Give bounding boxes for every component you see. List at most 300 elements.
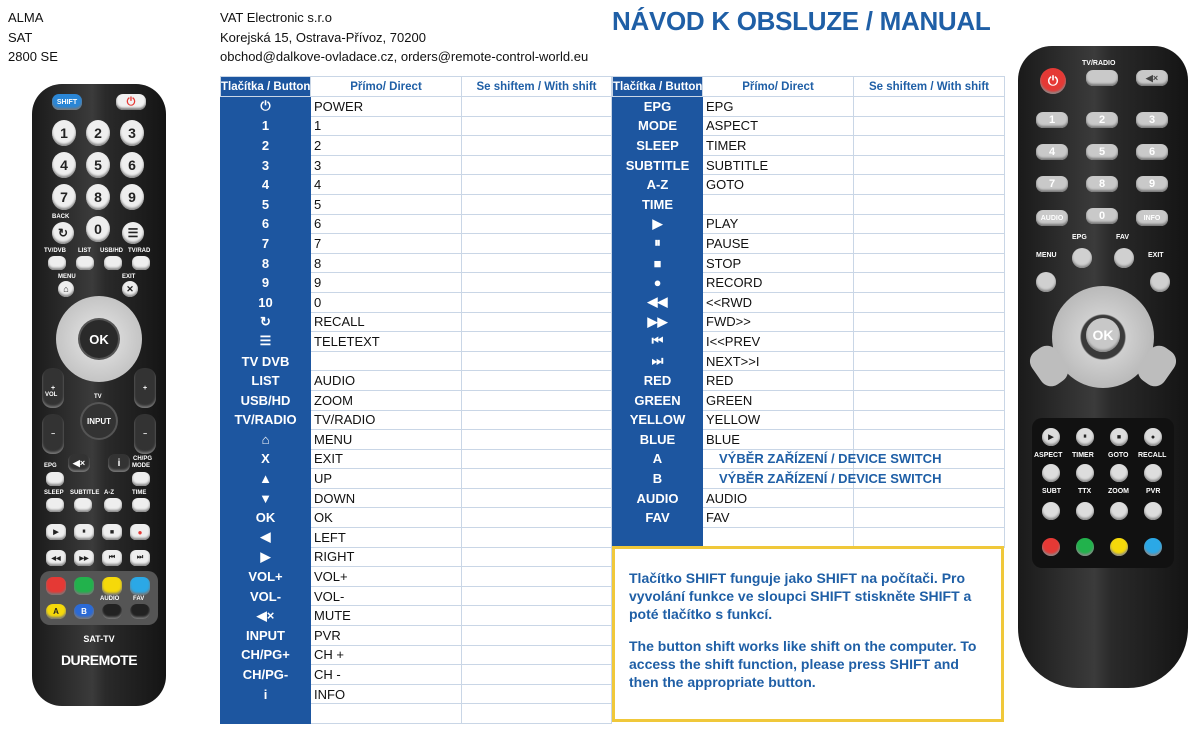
record-button[interactable] [130, 524, 150, 540]
digit-5-button[interactable]: 5 [1086, 144, 1118, 160]
fav-label: FAV [1116, 234, 1130, 241]
recall-label: RECALL [1138, 452, 1167, 459]
shift-function-cell [854, 351, 1005, 371]
button-name-cell: SLEEP [613, 136, 703, 156]
blue-button[interactable] [1144, 538, 1162, 556]
table-row [221, 351, 612, 371]
sleep-button[interactable] [46, 498, 64, 512]
table-row [221, 626, 612, 646]
teletext-icon: ☰ [127, 226, 139, 240]
table-row [221, 194, 612, 214]
direct-function-cell: AUDIO [311, 371, 462, 391]
button-name-cell: CH/PG- [221, 665, 311, 685]
table-row [221, 292, 612, 312]
direct-function-cell: VÝBĚR ZAŘÍZENÍ / DEVICE SWITCH [703, 449, 854, 469]
header-button: Tlačítka / Button [613, 77, 703, 97]
table-row [613, 469, 1005, 489]
direct-function-cell: ZOOM [311, 390, 462, 410]
table-row [221, 234, 612, 254]
goto-button[interactable] [1110, 464, 1128, 482]
table-row [221, 273, 612, 293]
digit-7-button[interactable]: 7 [1036, 176, 1068, 192]
direct-function-cell: SUBTITLE [703, 155, 854, 175]
direct-function-cell: TIMER [703, 136, 854, 156]
rewind-button[interactable] [46, 550, 66, 566]
b-button[interactable]: B [74, 604, 94, 619]
mute-button[interactable] [1136, 70, 1168, 86]
table-row [221, 469, 612, 489]
power-icon: ⏻ [1047, 73, 1059, 88]
direct-function-cell: AUDIO [703, 488, 854, 508]
button-name-cell: INPUT [221, 626, 311, 646]
direct-function-cell [311, 704, 462, 724]
goto-label: GOTO [1108, 452, 1129, 459]
brand-text: ALMA [8, 10, 44, 25]
shift-function-cell [462, 606, 612, 626]
close-icon: ✕ [126, 283, 134, 294]
table-row [613, 175, 1005, 195]
button-name-cell: ⏭ [613, 351, 703, 371]
tvrad-button[interactable] [132, 256, 150, 270]
table-row [613, 116, 1005, 136]
button-name-cell: CH/PG+ [221, 645, 311, 665]
usbhd-button[interactable] [104, 256, 122, 270]
tvdvb-label: TV/DVB [44, 248, 67, 254]
shift-function-cell [854, 371, 1005, 391]
ttx-label: TTX [1078, 488, 1092, 495]
input-button[interactable]: INPUT [82, 404, 116, 438]
digit-8-button[interactable]: 8 [86, 184, 110, 210]
play-button[interactable] [46, 524, 66, 540]
button-name-cell: TV/RADIO [221, 410, 311, 430]
button-name-cell: EPG [613, 97, 703, 117]
direct-function-cell: 1 [311, 116, 462, 136]
digit-6-button[interactable]: 6 [1136, 144, 1168, 160]
stop-button[interactable] [102, 524, 122, 540]
direct-function-cell: ASPECT [703, 116, 854, 136]
table-row [221, 547, 612, 567]
button-name-cell: TIME [613, 194, 703, 214]
table-row [221, 508, 612, 528]
ch-down-button[interactable]: − [134, 414, 156, 454]
table-row [613, 214, 1005, 234]
vol-up-button[interactable]: + [42, 368, 64, 408]
digit-8-button[interactable]: 8 [1086, 176, 1118, 192]
direct-function-cell: RIGHT [311, 547, 462, 567]
power-button[interactable] [1040, 68, 1066, 94]
pause-button[interactable] [1076, 428, 1094, 446]
button-name-cell: ◀ [221, 528, 311, 548]
shift-function-cell [462, 645, 612, 665]
audio-button[interactable] [102, 604, 122, 619]
button-name-cell: ☰ [221, 332, 311, 352]
direct-function-cell: 8 [311, 253, 462, 273]
button-name-cell [613, 528, 703, 548]
subt-button[interactable] [1042, 502, 1060, 520]
teletext-button[interactable] [122, 222, 144, 244]
direct-function-cell: STOP [703, 253, 854, 273]
remote-left [32, 84, 166, 706]
ttx-button[interactable] [1076, 502, 1094, 520]
shift-function-cell [462, 332, 612, 352]
info-button[interactable]: INFO [1136, 210, 1168, 226]
button-name-cell: TV DVB [221, 351, 311, 371]
pvr-button[interactable] [1144, 502, 1162, 520]
header-direct: Přímo/ Direct [311, 77, 462, 97]
direct-function-cell: PLAY [703, 214, 854, 234]
mute-button[interactable] [68, 454, 90, 472]
digit-4-button[interactable]: 4 [1036, 144, 1068, 160]
shift-function-cell [462, 586, 612, 606]
remote-right [1018, 46, 1188, 688]
menu-button[interactable] [1036, 272, 1056, 292]
record-icon: ● [1150, 433, 1156, 441]
record-icon: ● [137, 527, 143, 537]
menu-label: MENU [1036, 252, 1057, 259]
vol-label: VOL [45, 392, 58, 398]
button-name-cell: ■ [613, 253, 703, 273]
direct-function-cell: INFO [311, 684, 462, 704]
button-name-cell: BLUE [613, 430, 703, 450]
direct-function-cell: GREEN [703, 390, 854, 410]
ok-button[interactable]: OK [1086, 318, 1120, 352]
table-row [221, 684, 612, 704]
digit-9-button[interactable]: 9 [120, 184, 144, 210]
button-name-cell: A-Z [613, 175, 703, 195]
button-table-right [612, 76, 1005, 548]
direct-function-cell: TELETEXT [311, 332, 462, 352]
time-label: TIME [132, 490, 147, 496]
button-name-cell: 6 [221, 214, 311, 234]
info-button[interactable]: i [108, 454, 130, 472]
digit-6-button[interactable]: 6 [120, 152, 144, 178]
button-name-cell: LIST [221, 371, 311, 391]
epg-label: EPG [1072, 234, 1087, 241]
table-row [221, 214, 612, 234]
company-address: Korejská 15, Ostrava-Přívoz, 70200 [220, 29, 426, 45]
button-name-cell: 3 [221, 155, 311, 175]
blue-button[interactable] [130, 577, 150, 595]
button-name-cell: ▼ [221, 488, 311, 508]
table-row [221, 332, 612, 352]
shift-function-cell [854, 508, 1005, 528]
shift-function-cell [854, 214, 1005, 234]
table-row [613, 155, 1005, 175]
shift-button[interactable]: SHIFT [52, 94, 82, 110]
table-row [613, 390, 1005, 410]
stop-icon: ■ [1116, 433, 1122, 441]
table-row [613, 528, 1005, 548]
menu-label: MENU [58, 274, 76, 280]
stop-button[interactable] [1110, 428, 1128, 446]
shift-function-cell [854, 488, 1005, 508]
forward-button[interactable] [74, 550, 94, 566]
button-name-cell: B [613, 469, 703, 489]
shift-function-cell [854, 292, 1005, 312]
shift-function-cell [462, 253, 612, 273]
direct-function-cell: RECORD [703, 273, 854, 293]
button-name-cell: X [221, 449, 311, 469]
table-row [613, 97, 1005, 117]
direct-function-cell: EPG [703, 97, 854, 117]
button-name-cell: 9 [221, 273, 311, 293]
digit-3-button[interactable]: 3 [1136, 112, 1168, 128]
audio-button[interactable]: AUDIO [1036, 210, 1068, 226]
digit-9-button[interactable]: 9 [1136, 176, 1168, 192]
button-name-cell: MODE [613, 116, 703, 136]
time-button[interactable] [132, 498, 150, 512]
brand-logo: DUREMOTE [60, 652, 138, 668]
shift-function-cell [462, 704, 612, 724]
usbhd-label: USB/HD [100, 248, 124, 254]
fav-button[interactable] [130, 604, 150, 619]
table-row [221, 410, 612, 430]
zoom-label: ZOOM [1108, 488, 1129, 495]
button-name-cell: 5 [221, 194, 311, 214]
button-name-cell: ▶ [613, 214, 703, 234]
next-icon: ⏭ [136, 554, 144, 561]
button-name-cell: ⏸ [613, 234, 703, 254]
digit-4-button[interactable]: 4 [52, 152, 76, 178]
digit-5-button[interactable]: 5 [86, 152, 110, 178]
shift-function-cell [462, 312, 612, 332]
table-row [221, 704, 612, 724]
direct-function-cell: RECALL [311, 312, 462, 332]
direct-function-cell: 7 [311, 234, 462, 254]
a-button[interactable]: A [46, 604, 66, 619]
table-row [221, 253, 612, 273]
next-button[interactable] [130, 550, 150, 566]
digit-3-button[interactable]: 3 [120, 120, 144, 146]
fav-button[interactable] [1114, 248, 1134, 268]
play-button[interactable] [1042, 428, 1060, 446]
shift-function-cell [854, 312, 1005, 332]
shift-function-cell [462, 214, 612, 234]
direct-function-cell: OK [311, 508, 462, 528]
direct-function-cell: PVR [311, 626, 462, 646]
table-row [221, 665, 612, 685]
button-name-cell: ⏮ [613, 332, 703, 352]
direct-function-cell: LEFT [311, 528, 462, 548]
direct-function-cell: EXIT [311, 449, 462, 469]
button-name-cell: ◀× [221, 606, 311, 626]
direct-function-cell: MENU [311, 430, 462, 450]
button-name-cell: RED [613, 371, 703, 391]
sleep-label: SLEEP [44, 490, 64, 496]
zoom-button[interactable] [1110, 502, 1128, 520]
direct-function-cell: <<RWD [703, 292, 854, 312]
timer-button[interactable] [1076, 464, 1094, 482]
shift-function-cell [854, 528, 1005, 548]
ok-button[interactable]: OK [80, 320, 118, 358]
header-button: Tlačítka / Button [221, 77, 311, 97]
button-name-cell: SUBTITLE [613, 155, 703, 175]
exit-button[interactable] [122, 281, 138, 297]
shift-function-cell [462, 684, 612, 704]
direct-function-cell: VOL- [311, 586, 462, 606]
page-title: NÁVOD K OBSLUZE / MANUAL [612, 6, 991, 36]
shift-function-cell [462, 626, 612, 646]
shift-function-cell [854, 430, 1005, 450]
table-row [613, 332, 1005, 352]
digit-2-button[interactable]: 2 [86, 120, 110, 146]
power-button[interactable] [116, 94, 146, 110]
button-name-cell: ▶ [221, 547, 311, 567]
direct-function-cell: 5 [311, 194, 462, 214]
button-name-cell: 8 [221, 253, 311, 273]
record-button[interactable] [1144, 428, 1162, 446]
button-name-cell: GREEN [613, 390, 703, 410]
shift-function-cell [462, 351, 612, 371]
list-button[interactable] [76, 256, 94, 270]
epg-button[interactable] [46, 472, 64, 486]
red-button[interactable] [1042, 538, 1060, 556]
button-name-cell: 10 [221, 292, 311, 312]
direct-function-cell: NEXT>>I [703, 351, 854, 371]
direct-function-cell: TV/RADIO [311, 410, 462, 430]
shift-function-cell [854, 155, 1005, 175]
prev-icon: ⏮ [108, 554, 116, 561]
subtitle-button[interactable] [74, 498, 92, 512]
green-button[interactable] [1076, 538, 1094, 556]
shift-function-cell [854, 234, 1005, 254]
button-name-cell: ⏻ [221, 97, 311, 117]
shift-function-cell [854, 194, 1005, 214]
shift-function-cell [462, 175, 612, 195]
direct-function-cell: RED [703, 371, 854, 391]
button-name-cell: VOL+ [221, 567, 311, 587]
button-name-cell: ◀◀ [613, 292, 703, 312]
table-row [221, 155, 612, 175]
direct-function-cell: GOTO [703, 175, 854, 195]
digit-2-button[interactable]: 2 [1086, 112, 1118, 128]
direct-function-cell: POWER [311, 97, 462, 117]
button-name-cell: A [613, 449, 703, 469]
digit-0-button[interactable]: 0 [86, 216, 110, 242]
button-name-cell: FAV [613, 508, 703, 528]
red-button[interactable] [46, 577, 66, 595]
direct-function-cell [703, 194, 854, 214]
button-name-cell: ● [613, 273, 703, 293]
direct-function-cell: YELLOW [703, 410, 854, 430]
table-row [613, 234, 1005, 254]
vol-down-button[interactable]: − [42, 414, 64, 454]
ch-label: CH/PG [133, 456, 153, 462]
yellow-button[interactable] [1110, 538, 1128, 556]
pvr-label: PVR [1146, 488, 1161, 495]
button-name-cell: 2 [221, 136, 311, 156]
direct-function-cell: VOL+ [311, 567, 462, 587]
table-row [221, 371, 612, 391]
pause-icon: ⏸ [1083, 433, 1087, 440]
direct-function-cell: I<<PREV [703, 332, 854, 352]
shift-function-cell [854, 273, 1005, 293]
shift-function-cell [462, 469, 612, 489]
ch-up-button[interactable]: + [134, 368, 156, 408]
menu-button[interactable] [58, 281, 74, 297]
shift-function-cell [854, 116, 1005, 136]
direct-function-cell: CH - [311, 665, 462, 685]
shift-function-cell [854, 253, 1005, 273]
direct-function-cell: CH + [311, 645, 462, 665]
yellow-button[interactable] [102, 577, 122, 595]
table-row [221, 390, 612, 410]
header-shift: Se shiftem / With shift [462, 77, 612, 97]
shift-function-cell [854, 136, 1005, 156]
az-button[interactable] [104, 498, 122, 512]
shift-function-cell [462, 194, 612, 214]
direct-function-cell: 9 [311, 273, 462, 293]
direct-function-cell: FWD>> [703, 312, 854, 332]
shift-function-cell [462, 665, 612, 685]
button-name-cell: ⌂ [221, 430, 311, 450]
table-row [613, 273, 1005, 293]
stop-icon: ■ [109, 528, 115, 536]
green-button[interactable] [74, 577, 94, 595]
table-header [613, 77, 1005, 97]
note-czech: Tlačítko SHIFT funguje jako SHIFT na počítači. Pro vyvolání funkce ve sloupci SHIFT stiskněte SHIFT a poté tlačítko s funkcí. [629, 570, 972, 622]
digit-1-button[interactable]: 1 [1036, 112, 1068, 128]
pause-button[interactable] [74, 524, 94, 540]
shift-function-cell [462, 136, 612, 156]
shift-function-cell [462, 371, 612, 391]
table-row [221, 97, 612, 117]
direct-function-cell: FAV [703, 508, 854, 528]
button-name-cell: 1 [221, 116, 311, 136]
timer-label: TIMER [1072, 452, 1094, 459]
exit-button[interactable] [1150, 272, 1170, 292]
prev-button[interactable] [102, 550, 122, 566]
shift-function-cell [462, 410, 612, 430]
digit-0-button[interactable]: 0 [1086, 208, 1118, 224]
shift-function-cell [462, 528, 612, 548]
note-english: The button shift works like shift on the computer. To access the shift function, please press SHIFT and then the appropriate button. [629, 638, 977, 690]
shift-function-cell [462, 449, 612, 469]
direct-function-cell: 0 [311, 292, 462, 312]
play-icon: ▶ [1048, 434, 1054, 441]
recall-button[interactable] [1144, 464, 1162, 482]
epg-button[interactable] [1072, 248, 1092, 268]
back-label: BACK [52, 214, 70, 220]
table-row [613, 488, 1005, 508]
mode-button[interactable] [132, 472, 150, 486]
tvdvb-button[interactable] [48, 256, 66, 270]
table-row [221, 606, 612, 626]
recall-button[interactable] [52, 222, 74, 244]
table-row [613, 136, 1005, 156]
shift-function-cell [854, 390, 1005, 410]
table-row [613, 430, 1005, 450]
table-row [221, 430, 612, 450]
direct-function-cell: BLUE [703, 430, 854, 450]
tvradio-button[interactable] [1086, 70, 1118, 86]
button-name-cell: OK [221, 508, 311, 528]
aspect-button[interactable] [1042, 464, 1060, 482]
button-name-cell: ▶▶ [613, 312, 703, 332]
shift-function-cell [462, 508, 612, 528]
button-name-cell: VOL- [221, 586, 311, 606]
shift-function-cell [462, 430, 612, 450]
button-name-cell: i [221, 684, 311, 704]
digit-1-button[interactable]: 1 [52, 120, 76, 146]
table-row [613, 253, 1005, 273]
company-email: obchod@dalkove-ovladace.cz, orders@remote-control-world.eu [220, 49, 589, 64]
digit-7-button[interactable]: 7 [52, 184, 76, 210]
shift-function-cell [854, 175, 1005, 195]
exit-label: EXIT [122, 274, 136, 280]
audio-label: AUDIO [100, 596, 120, 602]
power-icon: ⏻ [126, 95, 136, 108]
